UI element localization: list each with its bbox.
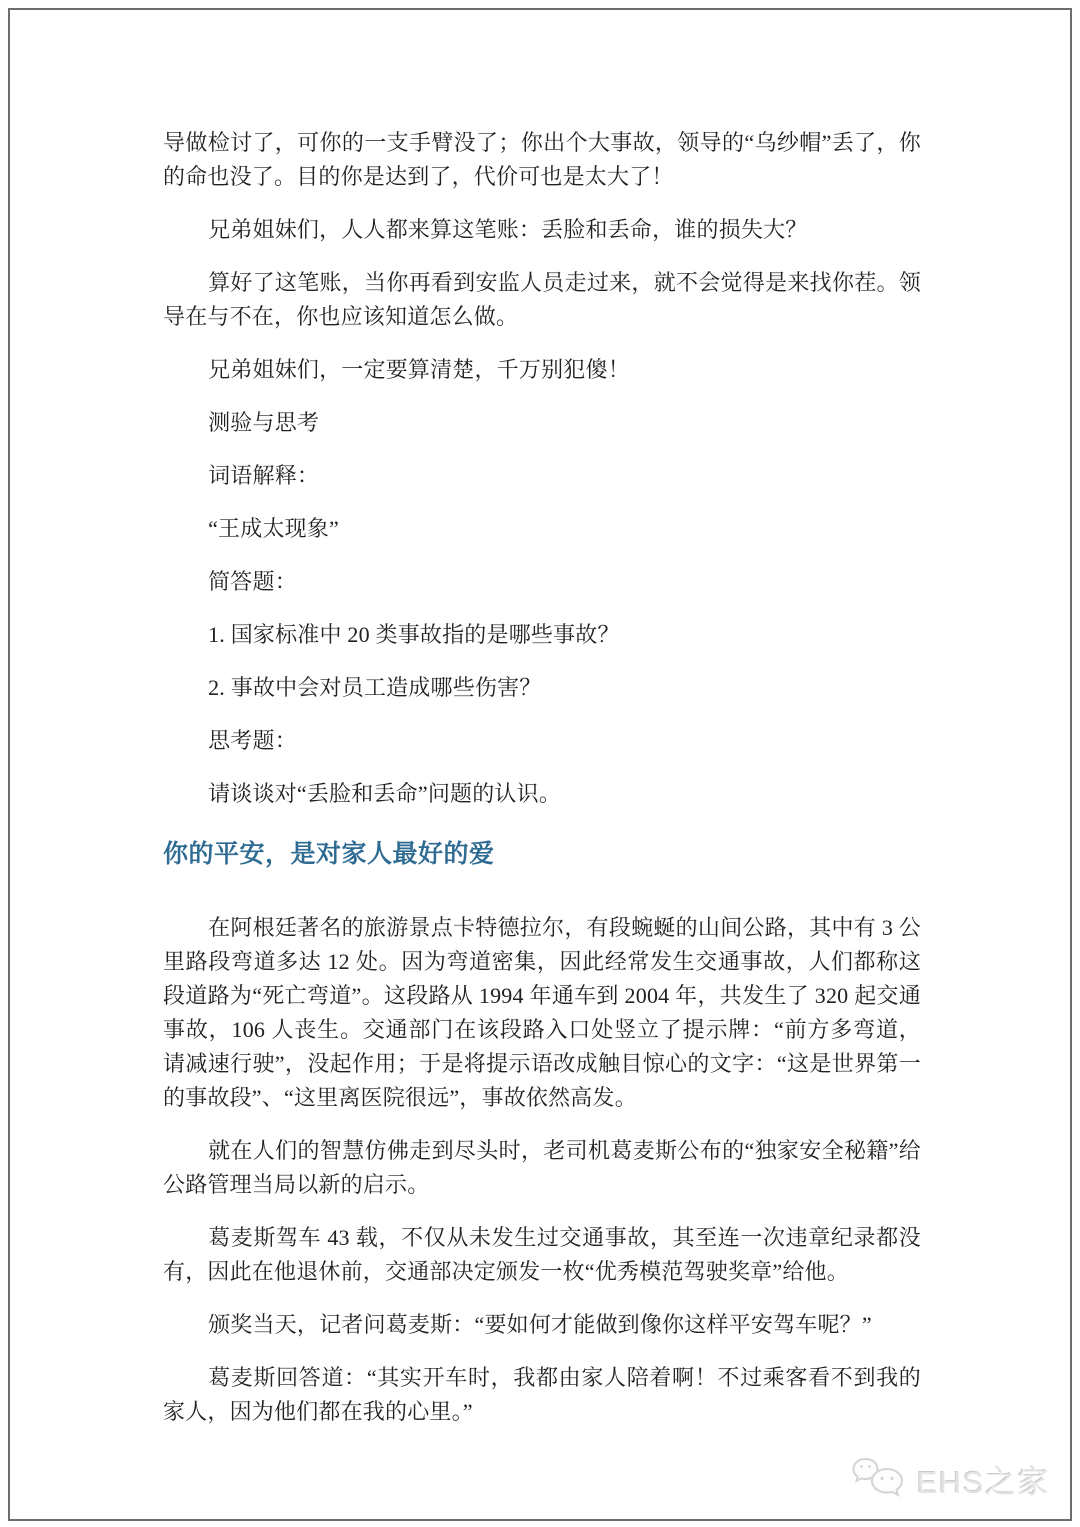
- paragraph: 葛麦斯回答道：“其实开车时，我都由家人陪着啊！不过乘客看不到我的家人，因为他们都在我的心里。”: [163, 1365, 921, 1424]
- paragraph: 导做检讨了，可你的一支手臂没了；你出个大事故，领导的“乌纱帽”丢了，你的命也没了。目的你是达到了，代价可也是太大了！: [163, 130, 921, 189]
- short-answer-label: 简答题：: [208, 569, 297, 594]
- thinking-question-label: 思考题：: [208, 728, 297, 753]
- watermark-label: EHS之家: [916, 1464, 1050, 1500]
- paragraph: 兄弟姐妹们，人人都来算这笔账：丢脸和丢命，谁的损失大？: [208, 217, 808, 242]
- section-heading: 你的平安，是对家人最好的爱: [163, 840, 495, 868]
- paragraph: 算好了这笔账，当你再看到安监人员走过来，就不会觉得是来找你茬。领导在与不在，你也应该知道怎么做。: [163, 270, 921, 329]
- paragraph: 兄弟姐妹们，一定要算清楚，千万别犯傻！: [208, 357, 630, 382]
- watermark: [851, 1455, 1050, 1503]
- term-item: “王成太现象”: [208, 516, 340, 541]
- question-item: 2. 事故中会对员工造成哪些伤害？: [208, 675, 542, 700]
- wechat-logo-icon: [851, 1455, 907, 1503]
- document-body: [163, 126, 921, 1448]
- paragraph: 在阿根廷著名的旅游景点卡特德拉尔，有段蜿蜒的山间公路，其中有 3 公里路段弯道多达 12 处。因为弯道密集，因此经常发生交通事故，人们都称这段道路为“死亡弯道”。这段路从 1994 年通车到 2004 年，共发生了 320 起交通事故，106 人丧生。交通部门在该段路入口处竖立了提示牌：“前方多弯道，请减速行驶”，没起作用；于是将提示语改成触目惊心的文字：“这是世界第一的事故段”、“这里离医院很远”，事故依然高发。: [163, 915, 921, 1110]
- paragraph: 就在人们的智慧仿佛走到尽头时，老司机葛麦斯公布的“独家安全秘籍”给公路管理当局以新的启示。: [163, 1138, 921, 1197]
- question-item: 请谈谈对“丢脸和丢命”问题的认识。: [208, 781, 562, 806]
- quiz-section-label: 测验与思考: [208, 410, 320, 435]
- question-item: 1. 国家标准中 20 类事故指的是哪些事故？: [208, 622, 620, 647]
- term-explanation-label: 词语解释：: [208, 463, 320, 488]
- paragraph: 颁奖当天，记者问葛麦斯：“要如何才能做到像你这样平安驾车呢？”: [208, 1312, 872, 1337]
- paragraph: 葛麦斯驾车 43 载，不仅从未发生过交通事故，其至连一次违章纪录都没有，因此在他退休前，交通部决定颁发一枚“优秀模范驾驶奖章”给他。: [163, 1225, 921, 1284]
